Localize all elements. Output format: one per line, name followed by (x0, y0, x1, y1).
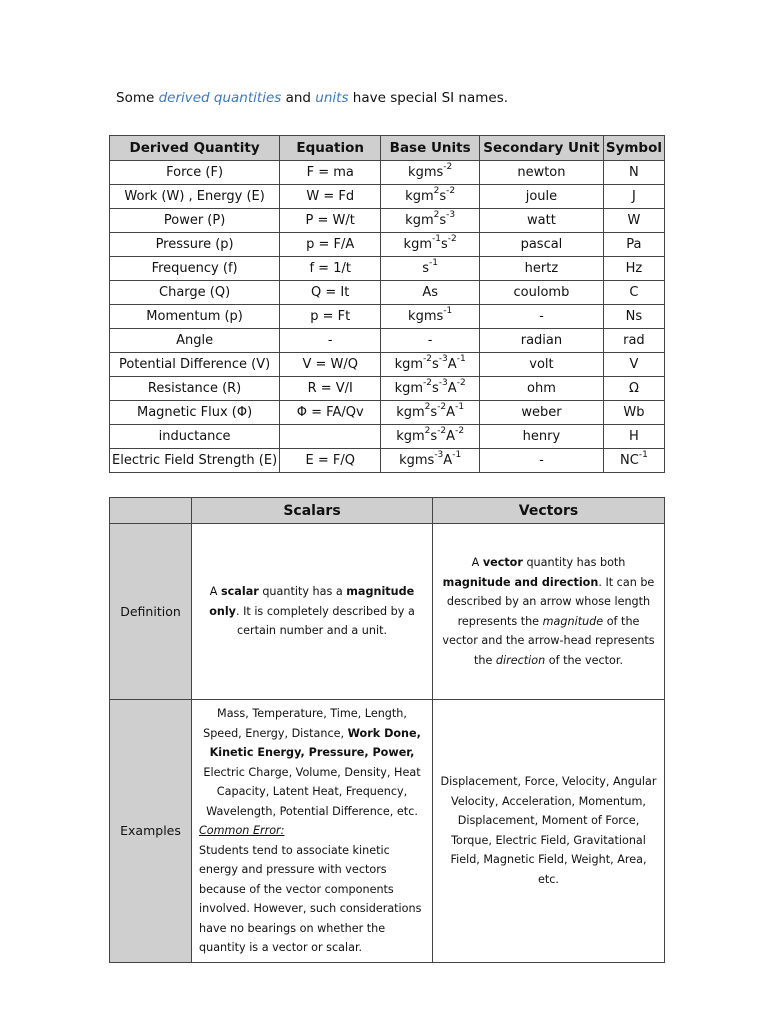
cell-quantity (110, 233, 280, 257)
cell-secondary-unit (480, 257, 604, 281)
bold-term: magnitude only (209, 585, 415, 618)
intro-sentence (116, 90, 508, 106)
cell-text: s (430, 405, 438, 420)
cell-base-units (381, 209, 480, 233)
cell-text: p = F/A (306, 237, 355, 252)
units-row (110, 185, 665, 209)
unit-exponent: -1 (443, 306, 453, 316)
units-row (110, 329, 665, 353)
cell-text: joule (525, 189, 558, 204)
unit-exponent: -3 (446, 210, 456, 220)
cell-base-units (381, 425, 480, 449)
units-row (110, 233, 665, 257)
cell-base-units (381, 329, 480, 353)
unit-exponent: -3 (438, 354, 448, 364)
text-span: of the vector and the arrow-head represents the (442, 614, 655, 667)
text-span: A (209, 585, 222, 599)
cell-text: Pa (626, 237, 642, 252)
cell-text: ohm (527, 381, 556, 396)
cell-text: - (427, 333, 433, 348)
unit-exponent: -2 (443, 162, 453, 172)
cell-text: A (446, 429, 456, 444)
cell-text: s (430, 429, 438, 444)
units-row (110, 449, 665, 473)
intro-text: Some (116, 90, 159, 106)
cell-text: Ω (628, 381, 639, 396)
cell-text: s (422, 261, 430, 276)
cell-text: P = W/t (305, 213, 355, 228)
examples-label: Examples (110, 700, 192, 963)
unit-exponent: -3 (438, 378, 448, 388)
derived-units-table (109, 135, 665, 473)
header-equation: Equation (280, 136, 381, 161)
cell-text: NC (620, 453, 639, 468)
unit-exponent: 2 (433, 186, 440, 196)
cell-text: J (632, 189, 636, 204)
scalar-example-list (199, 704, 425, 821)
scalars-vectors-table (109, 497, 665, 963)
unit-exponent: -2 (437, 426, 447, 436)
cell-quantity (110, 425, 280, 449)
cell-text: f = 1/t (309, 261, 351, 276)
cell-base-units (381, 449, 480, 473)
unit-exponent: -1 (432, 234, 441, 244)
intro-text: have special SI names. (348, 90, 509, 106)
cell-quantity (110, 449, 280, 473)
cell-symbol (603, 209, 664, 233)
cell-secondary-unit (480, 401, 604, 425)
cell-base-units (381, 161, 480, 185)
text-span: Mass, Temperature, Time, Length, Speed, Energy, Distance, (203, 707, 407, 740)
cell-text: Momentum (p) (146, 309, 243, 324)
cell-equation (280, 401, 381, 425)
cell-text: E = F/Q (305, 453, 355, 468)
unit-exponent: -1 (452, 450, 462, 460)
vector-definition (433, 524, 665, 700)
units-row (110, 353, 665, 377)
common-error-title: Common Error: (199, 824, 285, 837)
cell-base-units (381, 185, 480, 209)
cell-secondary-unit (480, 161, 604, 185)
sv-header-row (110, 498, 665, 524)
cell-text: - (327, 333, 333, 348)
cell-text: A (447, 381, 457, 396)
cell-quantity (110, 161, 280, 185)
units-row (110, 401, 665, 425)
italic-term: direction (495, 653, 546, 667)
cell-base-units (381, 305, 480, 329)
cell-base-units (381, 401, 480, 425)
cell-secondary-unit (480, 425, 604, 449)
cell-text: V = W/Q (302, 357, 358, 372)
unit-exponent: 2 (424, 426, 431, 436)
text-span: A (471, 556, 483, 569)
units-link[interactable]: units (315, 90, 349, 106)
cell-text: Angle (176, 333, 214, 348)
cell-text: Force (F) (166, 165, 224, 180)
text-span: Electric Charge, Volume, Density, Heat Capacity, Latent Heat, Frequency, Wavelength, Potential Difference, etc. (203, 765, 421, 818)
cell-text: kgm (396, 405, 425, 420)
cell-text: s (439, 213, 447, 228)
cell-text: W (627, 213, 641, 228)
cell-equation (280, 161, 381, 185)
cell-text: Hz (625, 261, 643, 276)
cell-symbol (603, 233, 664, 257)
unit-exponent: -1 (456, 354, 466, 364)
cell-text: s (432, 381, 439, 396)
cell-equation (280, 209, 381, 233)
bold-term: vector (482, 556, 523, 569)
cell-symbol (603, 401, 664, 425)
sv-header-blank (110, 498, 192, 524)
unit-exponent: 2 (424, 402, 431, 412)
cell-secondary-unit (480, 377, 604, 401)
units-row (110, 305, 665, 329)
text-span: . It can be described by an arrow whose length represents the (446, 575, 655, 628)
cell-equation (280, 257, 381, 281)
cell-text: Ns (625, 309, 643, 324)
cell-secondary-unit (480, 329, 604, 353)
cell-text: Work (W) , Energy (E) (124, 189, 265, 204)
cell-text: Resistance (R) (147, 381, 242, 396)
cell-equation (280, 377, 381, 401)
cell-symbol (603, 305, 664, 329)
cell-secondary-unit (480, 305, 604, 329)
vector-examples: Displacement, Force, Velocity, Angular Velocity, Acceleration, Momentum, Displacement, Moment of Force, Torque, Electric Field, Gravitational Field, Magnetic Field, Weight, Area, etc. (433, 700, 665, 963)
cell-text: Potential Difference (V) (118, 357, 271, 372)
cell-text: kgm (394, 357, 424, 372)
unit-exponent: -2 (446, 186, 456, 196)
cell-text: kgm (403, 237, 432, 252)
cell-symbol (603, 281, 664, 305)
cell-text: Charge (Q) (159, 285, 231, 300)
unit-exponent: -3 (434, 450, 444, 460)
text-span: of the vector. (545, 653, 624, 667)
cell-text: kgms (408, 309, 444, 324)
definition-label: Definition (110, 524, 192, 700)
bold-term: scalar (221, 585, 259, 599)
cell-text: H (629, 429, 639, 444)
unit-exponent: -1 (638, 450, 648, 460)
cell-text: Electric Field Strength (E) (112, 453, 278, 468)
derived-quantities-link[interactable]: derived quantities (158, 90, 282, 106)
cell-secondary-unit (480, 185, 604, 209)
cell-text: Magnetic Flux (Φ) (136, 405, 253, 420)
cell-base-units (381, 257, 480, 281)
cell-secondary-unit (480, 209, 604, 233)
cell-quantity (110, 401, 280, 425)
header-secondary-unit: Secondary Unit (480, 136, 604, 161)
cell-text: pascal (520, 237, 563, 252)
examples-row (110, 700, 665, 963)
text-span: . It is completely described by a certain number and a unit. (235, 604, 415, 638)
cell-text: newton (517, 165, 566, 180)
unit-exponent: 2 (433, 210, 440, 220)
cell-equation (280, 425, 381, 449)
units-row (110, 161, 665, 185)
intro-text: and (281, 90, 316, 106)
unit-exponent: -1 (455, 402, 465, 412)
cell-secondary-unit (480, 233, 604, 257)
cell-text: s (440, 237, 448, 252)
cell-text: C (629, 285, 639, 300)
cell-secondary-unit (480, 353, 604, 377)
cell-text: hertz (524, 261, 559, 276)
cell-equation (280, 305, 381, 329)
cell-symbol (603, 257, 664, 281)
cell-base-units (381, 233, 480, 257)
cell-text: - (539, 309, 544, 324)
unit-exponent: -2 (455, 426, 465, 436)
cell-text: henry (522, 429, 561, 444)
cell-text: Frequency (f) (151, 261, 238, 276)
cell-symbol (603, 185, 664, 209)
unit-exponent: -2 (437, 402, 447, 412)
cell-text: A (447, 357, 457, 372)
header-symbol: Symbol (603, 136, 664, 161)
cell-text: s (439, 189, 447, 204)
cell-text: kgm (405, 189, 434, 204)
bold-term: magnitude and direction (442, 575, 599, 589)
units-row (110, 377, 665, 401)
cell-equation (280, 353, 381, 377)
cell-text: - (539, 453, 544, 468)
unit-exponent: -1 (429, 258, 439, 268)
cell-text: W = Fd (306, 189, 355, 204)
cell-quantity (110, 209, 280, 233)
cell-secondary-unit (480, 281, 604, 305)
cell-text: kgm (396, 429, 425, 444)
cell-text: coulomb (513, 285, 570, 300)
units-row (110, 281, 665, 305)
units-row (110, 425, 665, 449)
cell-quantity (110, 329, 280, 353)
cell-base-units (381, 377, 480, 401)
cell-text: Q = It (311, 285, 350, 300)
cell-text: Power (P) (163, 213, 226, 228)
cell-text: s (432, 357, 439, 372)
cell-text: V (629, 357, 639, 372)
cell-equation (280, 185, 381, 209)
cell-text: Φ = FA/Qv (296, 405, 364, 420)
cell-equation (280, 329, 381, 353)
cell-text: p = Ft (310, 309, 351, 324)
cell-quantity (110, 281, 280, 305)
units-body (110, 161, 665, 473)
cell-text: kgm (405, 213, 434, 228)
sv-header-scalars: Scalars (192, 498, 433, 524)
cell-text: N (629, 165, 639, 180)
header-derived-quantity: Derived Quantity (110, 136, 280, 161)
cell-symbol (603, 449, 664, 473)
text-span: quantity has a (258, 585, 347, 599)
scalar-examples (192, 700, 433, 963)
cell-text: kgms (399, 453, 435, 468)
unit-exponent: -2 (447, 234, 457, 244)
cell-text: rad (623, 333, 645, 348)
unit-exponent: -2 (456, 378, 466, 388)
cell-quantity (110, 257, 280, 281)
units-row (110, 257, 665, 281)
unit-exponent: -2 (423, 378, 433, 388)
bold-term: Work Done, Kinetic Energy, Pressure, Power, (209, 726, 421, 759)
cell-text: F = ma (306, 165, 354, 180)
scalar-definition (192, 524, 433, 700)
sv-header-vectors: Vectors (433, 498, 665, 524)
cell-text: kgms (408, 165, 444, 180)
common-error-note (199, 821, 425, 958)
cell-text: weber (521, 405, 562, 420)
cell-symbol (603, 425, 664, 449)
cell-quantity (110, 305, 280, 329)
header-base-units: Base Units (381, 136, 480, 161)
cell-symbol (603, 377, 664, 401)
cell-text: radian (520, 333, 563, 348)
cell-equation (280, 233, 381, 257)
cell-base-units (381, 353, 480, 377)
units-row (110, 209, 665, 233)
cell-symbol (603, 353, 664, 377)
cell-text: R = V/I (307, 381, 353, 396)
cell-quantity (110, 185, 280, 209)
units-header-row (110, 136, 665, 161)
cell-symbol (603, 161, 664, 185)
cell-text: Wb (623, 405, 645, 420)
cell-base-units (381, 281, 480, 305)
cell-symbol (603, 329, 664, 353)
cell-quantity (110, 377, 280, 401)
cell-text: watt (527, 213, 556, 228)
cell-equation (280, 281, 381, 305)
cell-secondary-unit (480, 449, 604, 473)
cell-text: As (422, 285, 438, 300)
definition-row (110, 524, 665, 700)
common-error-text: Students tend to associate kinetic energy and pressure with vectors because of the vector components involved. However, such considerations have no bearings on whether the quantity is a vector or scalar. (199, 843, 422, 954)
cell-text: A (443, 453, 453, 468)
cell-text: kgm (394, 381, 424, 396)
cell-equation (280, 449, 381, 473)
cell-text: A (446, 405, 456, 420)
cell-text: inductance (158, 429, 231, 444)
cell-quantity (110, 353, 280, 377)
unit-exponent: -2 (423, 354, 433, 364)
cell-text: Pressure (p) (155, 237, 234, 252)
cell-text: volt (529, 357, 554, 372)
text-span: quantity has both (522, 556, 626, 569)
italic-term: magnitude (542, 614, 604, 628)
